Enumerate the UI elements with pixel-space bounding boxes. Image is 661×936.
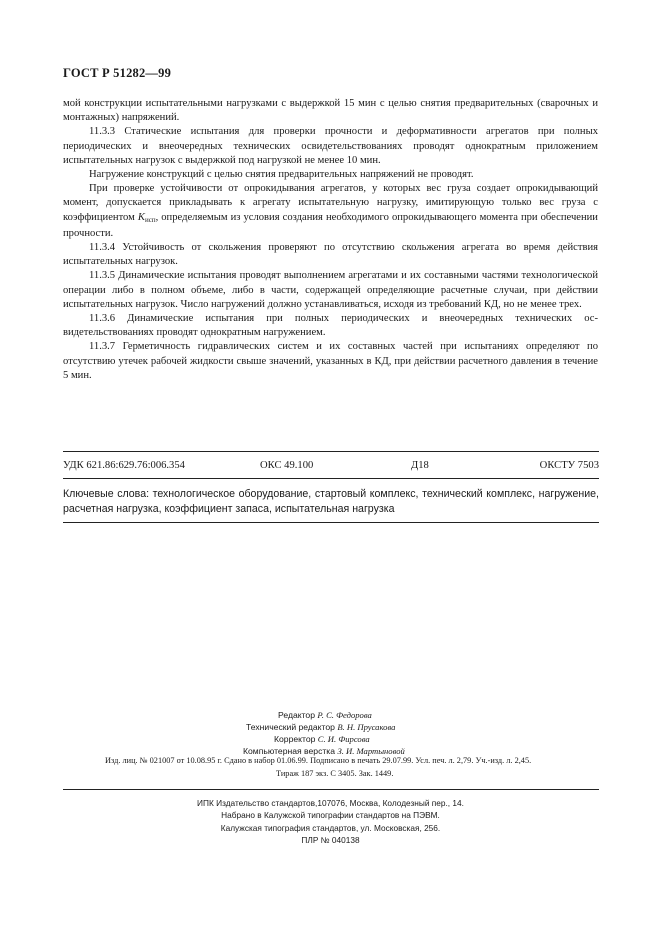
paragraph-continuation: мой конструкции испытательными нагрузками с выдержкой 15 мин с целью снятия предварительных (сварочных и монтажных) напряжений. <box>63 98 598 124</box>
oks-code: ОКС 49.100 <box>260 460 314 471</box>
divider-bottom <box>63 522 599 523</box>
divider-publisher <box>63 789 599 790</box>
imprint-line-2: Тираж 187 экз. С 3405. Зак. 1449. <box>276 769 394 778</box>
layout-name: З. И. Мартыновой <box>337 746 405 756</box>
proofreader-name: С. И. Фирсова <box>317 734 370 744</box>
udk-code: УДК 621.86:629.76:006.354 <box>63 460 185 471</box>
tech-editor-label: Технический редактор <box>246 722 335 732</box>
overturn-text-start: При проверке устойчивости от опрокидывания агрегатов, у которых вес груза создает опрокидывающий момент, допускается прикладывать к агрегату испытательную нагрузку, имитирующую только вес груза с коэффициентом <box>63 183 598 223</box>
divider-top <box>63 451 599 452</box>
coefficient-subscript: исп <box>144 215 156 224</box>
editor-label: Редактор <box>278 710 315 720</box>
okstu-code: ОКСТУ 7503 <box>539 460 599 471</box>
paragraph-11-3-7: 11.3.7 Герметичность гидравлических систем и их составных частей при испытаниях определяют по отсутствию утечек рабочей жидкости свыше значений, указанных в КД, при действии расчетного давления в течение 5 мин. <box>63 341 598 381</box>
proofreader-label: Корректор <box>274 734 316 744</box>
divider-middle <box>63 478 599 479</box>
layout-label: Компьютерная верстка <box>243 746 336 756</box>
publisher-line-4: ПЛР № 040138 <box>301 834 360 845</box>
publisher-line-2: Набрано в Калужской типографии стандартов на ПЭВМ. <box>221 810 440 821</box>
standard-header: ГОСТ Р 51282—99 <box>63 66 172 80</box>
publisher-block <box>0 797 661 846</box>
credit-editor <box>278 709 372 721</box>
overturn-text-end: , определяемым из условия создания необходимого опрокидывающего момента при обеспечении прочности. <box>63 211 598 239</box>
credit-proofreader <box>274 733 370 745</box>
paragraph-overturn-check <box>63 182 598 241</box>
credit-tech-editor <box>246 721 395 733</box>
paragraph-11-3-3: 11.3.3 Статические испытания для проверки прочности и деформативности агрегатов при полных периодических и внеочередных технических освидетельствованиях проводят однократным приложением испытательных нагрузок с выдержкой под нагрузкой не менее 10 мин. <box>63 126 598 166</box>
paragraph-11-3-5: 11.3.5 Динамические испытания проводят выполнением агрегатами и их составными частями технологической операции либо в полном объеме, либо в части, содержащей определяющие расчетные случаи, при действии испытательных нагрузок. Число нагружений должно устанавливаться, исходя из требований КД, но не менее трех. <box>63 270 598 310</box>
tech-editor-name: В. Н. Прусакова <box>337 722 396 732</box>
editor-name: Р. С. Федорова <box>317 710 372 720</box>
imprint-line-1: Изд. лиц. № 021007 от 10.08.95 г. Сдано в набор 01.06.99. Подписано в печать 29.07.99. Усл. печ. л. 2,79. Уч.-изд. л. 2,45. <box>105 756 532 765</box>
paragraph-11-3-4: 11.3.4 Устойчивость от скольжения проверяют по отсутствию скольжения агрегата во время действия испытательных нагрузок. <box>63 242 598 268</box>
group-code: Д18 <box>411 460 429 471</box>
body-text <box>63 97 598 383</box>
publisher-line-3: Калужская типография стандартов, ул. Московская, 256. <box>220 822 441 833</box>
paragraph-11-3-6: 11.3.6 Динамические испытания при полных периодических и внеочередных технических освидетельствованиях проводят однократным нагружением. <box>63 313 598 339</box>
paragraph-no-preload: Нагружение конструкций с целью снятия предварительных напряжений не проводят. <box>89 169 474 181</box>
coefficient-symbol: K <box>137 211 145 223</box>
publisher-line-1: ИПК Издательство стандартов,107076, Москва, Колодезный пер., 14. <box>197 798 464 808</box>
keywords: Ключевые слова: технологическое оборудование, стартовый комплекс, технический комплекс, нагружение, расчетная нагрузка, коэффициент запаса, испытательная нагрузка <box>63 488 599 515</box>
